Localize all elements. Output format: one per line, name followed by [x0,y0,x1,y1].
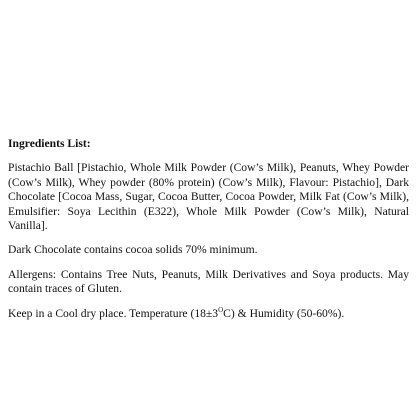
storage-text-prefix: Keep in a Cool dry place. Temperature (18±3 [8,306,219,320]
ingredients-heading: Ingredients List: [8,137,91,150]
cocoa-solids-note: Dark Chocolate contains cocoa solids 70% minimum. [8,243,258,257]
allergens-paragraph: Allergens: Contains Tree Nuts, Peanuts, Milk Derivatives and Soya products. May contain traces of Gluten. [8,267,409,296]
ingredients-paragraph: Pistachio Ball [Pistachio, Whole Milk Powder (Cow’s Milk), Peanuts, Whey Powder (Cow’s Milk), Whey powder (80% protein) (Cow’s Milk), Flavour: Pistachio], Dark Chocolate [Cocoa Mass, Sugar, Cocoa Butter, Cocoa Powder, Milk Fat (Cow’s Milk), Emulsifier: Soya Lecithin (E322), Whole Milk Powder (Cow’s Milk), Natural Vanilla]. [8,161,409,233]
storage-instructions [8,307,409,321]
degree-superscript: O [218,305,224,314]
storage-text-suffix: C) & Humidity (50-60%). [223,306,345,320]
ingredients-label-text [8,137,409,321]
